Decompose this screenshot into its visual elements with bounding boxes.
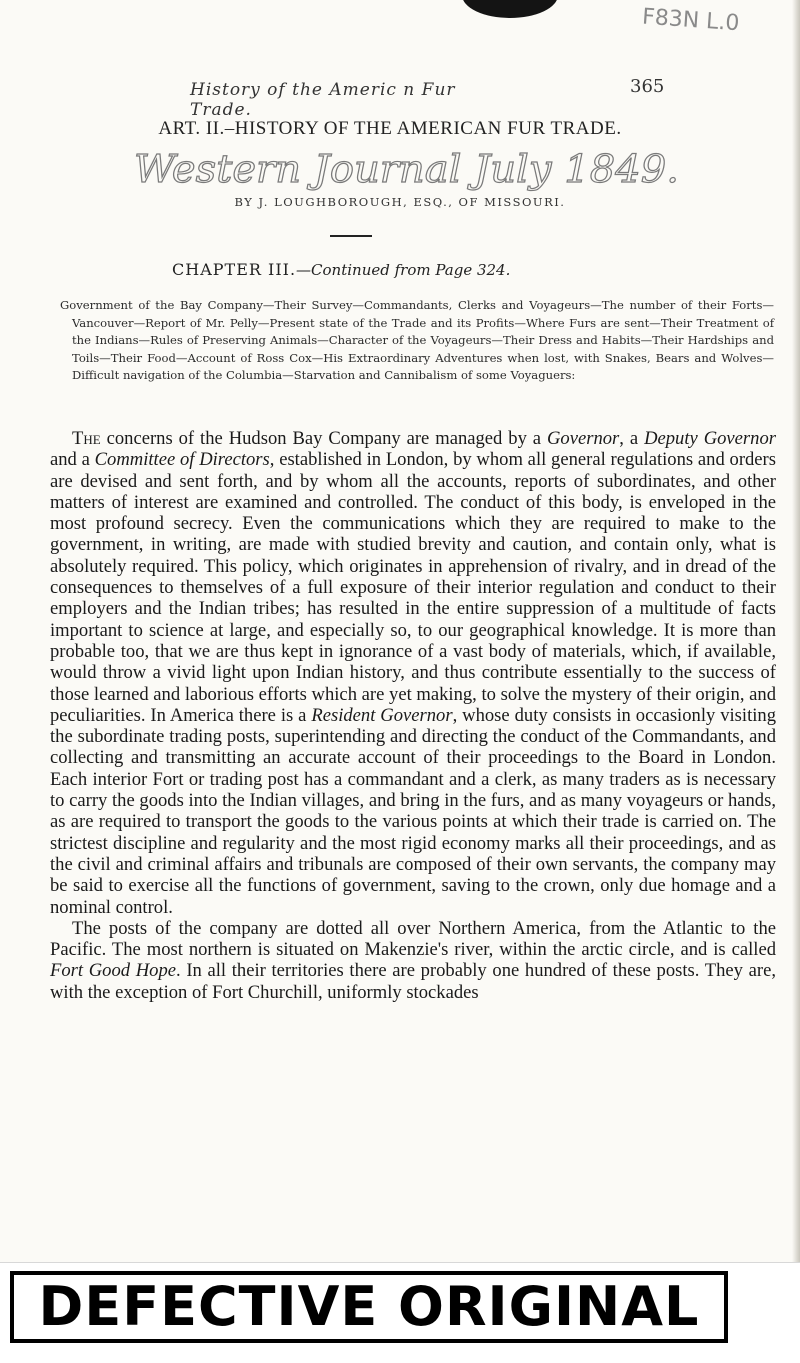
defective-banner [0, 1262, 800, 1363]
divider-rule [330, 235, 372, 237]
text-run: , whose duty consists in occasionly visiting the subordinate trading posts, superintending and directing the conduct of the Commandants, and collecting and transmitting an accurate account of their proceedings to the Board in London. Each interior Fort or trading post has a commandant and a clerk, as many traders as is necessary to carry the goods into the Indian villages, and bring in the furs, and as many voyageurs or hands, as are required to transport the goods to the various points at which their trade is carried on. The strictest discipline and regularity and the most rigid economy marks all their proceedings, and as the civil and criminal affairs and tribunals are composed of their own servants, the company may be said to exercise all the functions of government, saving to the crown, only due homage and a nominal control. [50, 704, 776, 918]
page-edge-shadow [792, 0, 800, 1262]
italic-run: Fort Good Hope [50, 960, 176, 982]
drop-word: The [72, 428, 101, 449]
binding-shadow [462, 0, 558, 18]
author-line: BY J. LOUGHBOROUGH, ESQ., OF MISSOURI. [234, 195, 566, 209]
corner-annotation: F83N L.0 [641, 4, 741, 37]
chapter-continued: —Continued from Page 324. [296, 261, 511, 279]
text-run: , established in London, by whom all general regulations and orders are devised and sent forth, and by whom all the accounts, reports of subordinates, and other matters of interest are examined and controlled. The conduct of this body, is enveloped in the most profound secrecy. Even the communications which they are required to make to the government, in writing, are made with studied brevity and caution, and contain only, what is absolutely required. This policy, which originates in apprehension of rivalry, and in dread of the consequences to themselves of a full exposure of their interior regulation and conduct to their employers and the Indian tribes; has resulted in the entire suppression of a multitude of facts important to science at large, and especially so, to our geographical knowledge. It is more than probable too, that we are thus kept in ignorance of a vast body of materials, which, if available, would throw a vivid light upon Indian history, and thus contribute essentially to the success of those learned and laborious efforts which are yet making, to solve the mystery of their origin, and peculiarities. In America there is a [50, 449, 776, 726]
italic-run: Resident Governor [311, 704, 453, 726]
paragraph [50, 428, 776, 918]
text-run: , a [619, 428, 645, 449]
defective-original-stamp: DEFECTIVE ORIGINAL [10, 1271, 728, 1343]
text-run: . In all their territories there are probably one hundred of these posts. They are, with the exception of Fort Churchill, uniformly stockades [50, 960, 776, 1003]
page-number: 365 [630, 76, 665, 97]
text-run: concerns of the Hudson Bay Company are managed by a [100, 428, 547, 449]
chapter-number: CHAPTER III. [172, 260, 297, 279]
running-head: History of the Americ n Fur Trade. [190, 80, 456, 120]
italic-run: Committee of Directors [94, 449, 270, 471]
handwritten-annotation-text: Western Journal July 1849. [134, 150, 679, 191]
article-body [50, 428, 776, 1003]
paragraph [50, 918, 776, 1003]
chapter-synopsis: Government of the Bay Company—Their Survey—Commandants, Clerks and Voyageurs—The number of their Forts—Vancouver—Report of Mr. Pelly—Present state of the Trade and its Profits—Where Furs are sent—Their Treatment of the Indians—Rules of Preserving Animals—Character of the Voyageurs—Their Dress and Habits—Their Hardships and Toils—Their Food—Account of Ross Cox—His Extraordinary Adventures when lost, with Snakes, Bears and Wolves—Difficult navigation of the Columbia—Starvation and Cannibalism of some Voyaguers: [60, 298, 774, 382]
text-run: The posts of the company are dotted all over Northern America, from the Atlantic to the Pacific. The most northern is situated on Makenzie's river, within the arctic circle, and is called [50, 917, 776, 961]
text-run: and a [50, 449, 95, 471]
italic-run: Governor [547, 428, 620, 449]
article-title: ART. II.–HISTORY OF THE AMERICAN FUR TRADE. [158, 118, 622, 139]
handwritten-annotation [130, 150, 690, 194]
chapter-heading [172, 260, 652, 279]
italic-run: Deputy Governor [644, 428, 777, 449]
